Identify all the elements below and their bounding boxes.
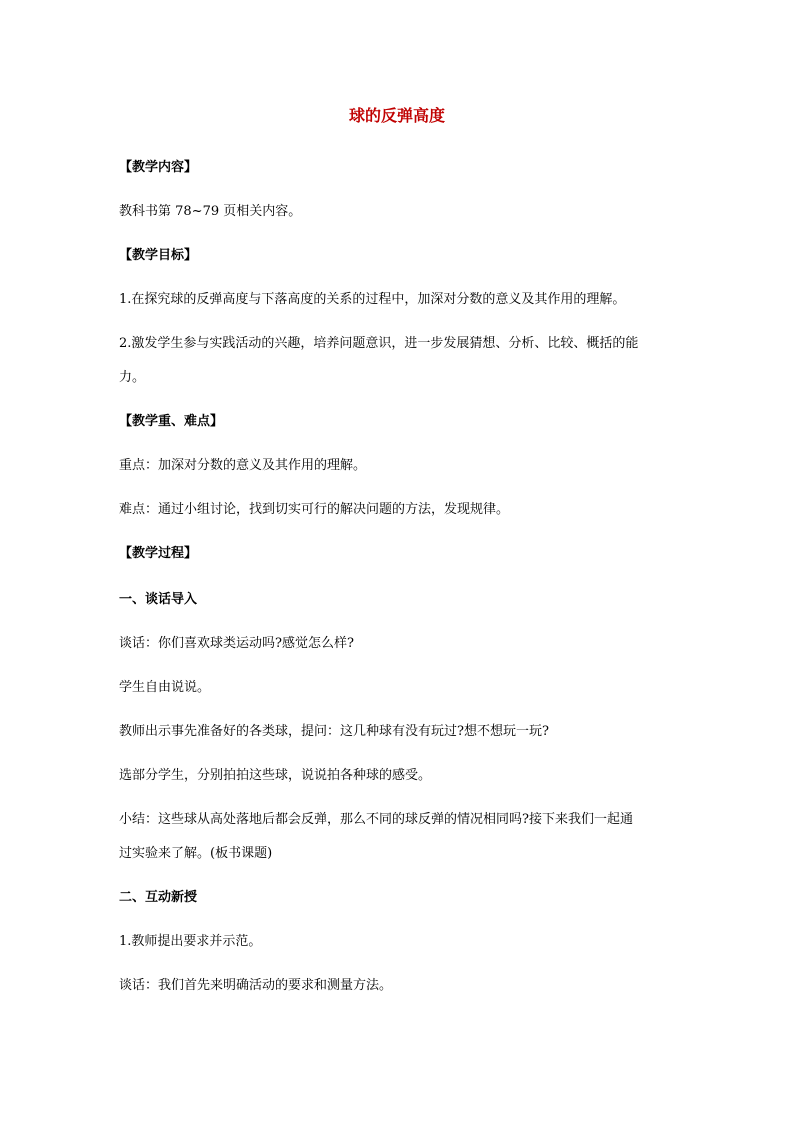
key-point-text: 重点：加深对分数的意义及其作用的理解。 — [119, 458, 367, 473]
difficult-point-text: 难点：通过小组讨论，找到切实可行的解决问题的方法，发现规律。 — [119, 502, 510, 517]
paragraph: 谈话：我们首先来明确活动的要求和测量方法。 — [119, 978, 393, 993]
part-1-heading: 一、谈话导入 — [119, 592, 198, 607]
summary-line-1: 小结：这些球从高处落地后都会反弹，那么不同的球反弹的情况相同吗?接下来我们一起通 — [119, 812, 633, 827]
paragraph: 选部分学生，分别拍拍这些球，说说拍各种球的感受。 — [119, 768, 432, 783]
paragraph: 教师出示事先准备好的各类球，提问：这几种球有没有玩过?想不想玩一玩? — [119, 724, 549, 739]
section-heading-goals: 【教学目标】 — [119, 248, 198, 263]
paragraph: 1.教师提出要求并示范。 — [119, 934, 262, 949]
goal-item-1: 1.在探究球的反弹高度与下落高度的关系的过程中，加深对分数的意义及其作用的理解。 — [119, 292, 626, 307]
summary-line-2: 过实验来了解。(板书课题) — [119, 846, 273, 861]
part-2-heading: 二、互动新授 — [119, 890, 198, 905]
paragraph: 学生自由说说。 — [119, 680, 211, 695]
section-heading-process: 【教学过程】 — [119, 546, 198, 561]
section-heading-key-points: 【教学重、难点】 — [119, 414, 224, 429]
document-title: 球的反弹高度 — [348, 106, 445, 125]
section-heading-content: 【教学内容】 — [119, 160, 198, 175]
goal-item-2-line-2: 力。 — [119, 370, 146, 385]
goal-item-2-line-1: 2.激发学生参与实践活动的兴趣，培养问题意识，进一步发展猜想、分析、比较、概括的能 — [119, 336, 639, 351]
content-text: 教科书第 78~79 页相关内容。 — [119, 204, 302, 219]
paragraph: 谈话：你们喜欢球类运动吗?感觉怎么样? — [119, 636, 354, 651]
